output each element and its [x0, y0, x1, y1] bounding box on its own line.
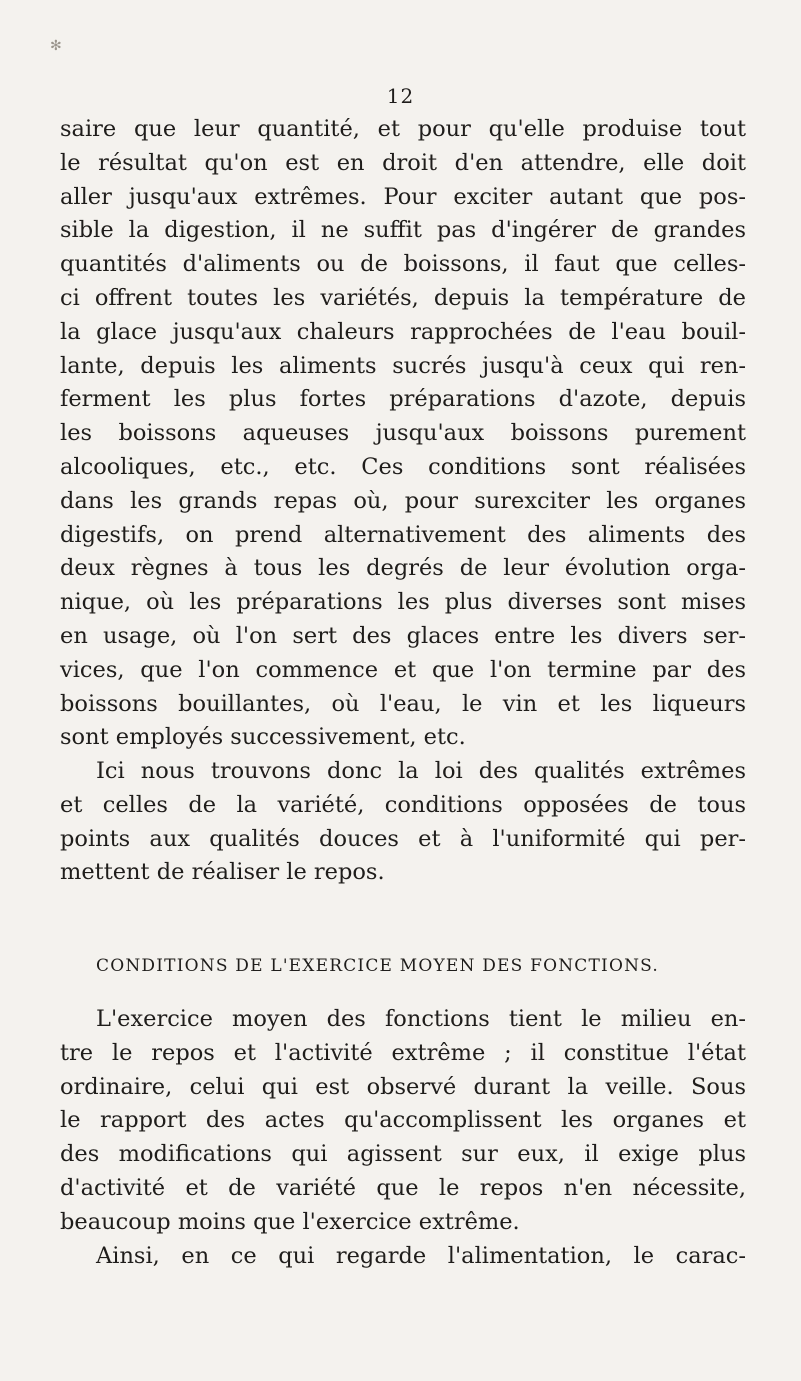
- text-line: Ainsi, en ce qui regarde l'alimentation, le carac-: [96, 1243, 746, 1269]
- text-line: dans les grands repas où, pour surexciter les organes: [60, 487, 746, 514]
- text-line: L'exercice moyen des fonctions tient le milieu en-: [96, 1006, 746, 1032]
- text-line: ci offrent toutes les variétés, depuis la température de: [60, 284, 746, 311]
- text-line: boissons bouillantes, où l'eau, le vin et les liqueurs: [60, 690, 746, 717]
- paragraph-2: [60, 755, 746, 890]
- text-line: Ici nous trouvons donc la loi des qualités extrêmes: [96, 758, 746, 784]
- text-line: et celles de la variété, conditions opposées de tous: [60, 791, 746, 818]
- text-line: en usage, où l'on sert des glaces entre les divers ser-: [60, 622, 746, 649]
- text-line: les boissons aqueuses jusqu'aux boissons purement: [60, 420, 746, 447]
- text-line: vices, que l'on commence et que l'on termine par des: [60, 656, 746, 683]
- text-line: le rapport des actes qu'accomplissent les organes et: [60, 1107, 746, 1134]
- text-line: deux règnes à tous les degrés de leur évolution orga-: [60, 555, 746, 582]
- text-line: nique, où les préparations les plus diverses sont mises: [60, 589, 746, 616]
- paragraph-1: [60, 113, 746, 755]
- text-line: ferment les plus fortes préparations d'azote, depuis: [60, 386, 746, 413]
- text-line: sible la digestion, il ne suffit pas d'ingérer de grandes: [60, 217, 746, 244]
- text-line: des modifications qui agissent sur eux, il exige plus: [60, 1141, 746, 1168]
- text-line: mettent de réaliser le repos.: [60, 859, 385, 886]
- text-line: beaucoup moins que l'exercice extrême.: [60, 1208, 520, 1235]
- text-line: tre le repos et l'activité extrême ; il constitue l'état: [60, 1039, 746, 1066]
- margin-mark-icon: ✻: [50, 38, 62, 54]
- section-heading: CONDITIONS DE L'EXERCICE MOYEN DES FONCTIONS.: [96, 956, 660, 976]
- text-line: saire que leur quantité, et pour qu'elle produise tout: [60, 116, 746, 142]
- paragraph-4: [60, 1240, 746, 1274]
- text-line: quantités d'aliments ou de boissons, il faut que celles-: [60, 251, 746, 278]
- text-line: d'activité et de variété que le repos n'en nécessite,: [60, 1174, 746, 1201]
- text-line: points aux qualités douces et à l'uniformité qui per-: [60, 825, 746, 852]
- text-line: la glace jusqu'aux chaleurs rapprochées de l'eau bouil-: [60, 318, 746, 345]
- text-line: ordinaire, celui qui est observé durant la veille. Sous: [60, 1073, 746, 1100]
- paragraph-3: [60, 1003, 746, 1240]
- text-line: alcooliques, etc., etc. Ces conditions sont réalisées: [60, 453, 746, 480]
- text-line: aller jusqu'aux extrêmes. Pour exciter autant que pos-: [60, 183, 746, 210]
- text-line: digestifs, on prend alternativement des aliments des: [60, 521, 746, 548]
- text-line: lante, depuis les aliments sucrés jusqu'à ceux qui ren-: [60, 352, 746, 379]
- page-number: 12: [386, 84, 415, 108]
- text-line: sont employés successivement, etc.: [60, 724, 466, 751]
- text-line: le résultat qu'on est en droit d'en attendre, elle doit: [60, 149, 746, 176]
